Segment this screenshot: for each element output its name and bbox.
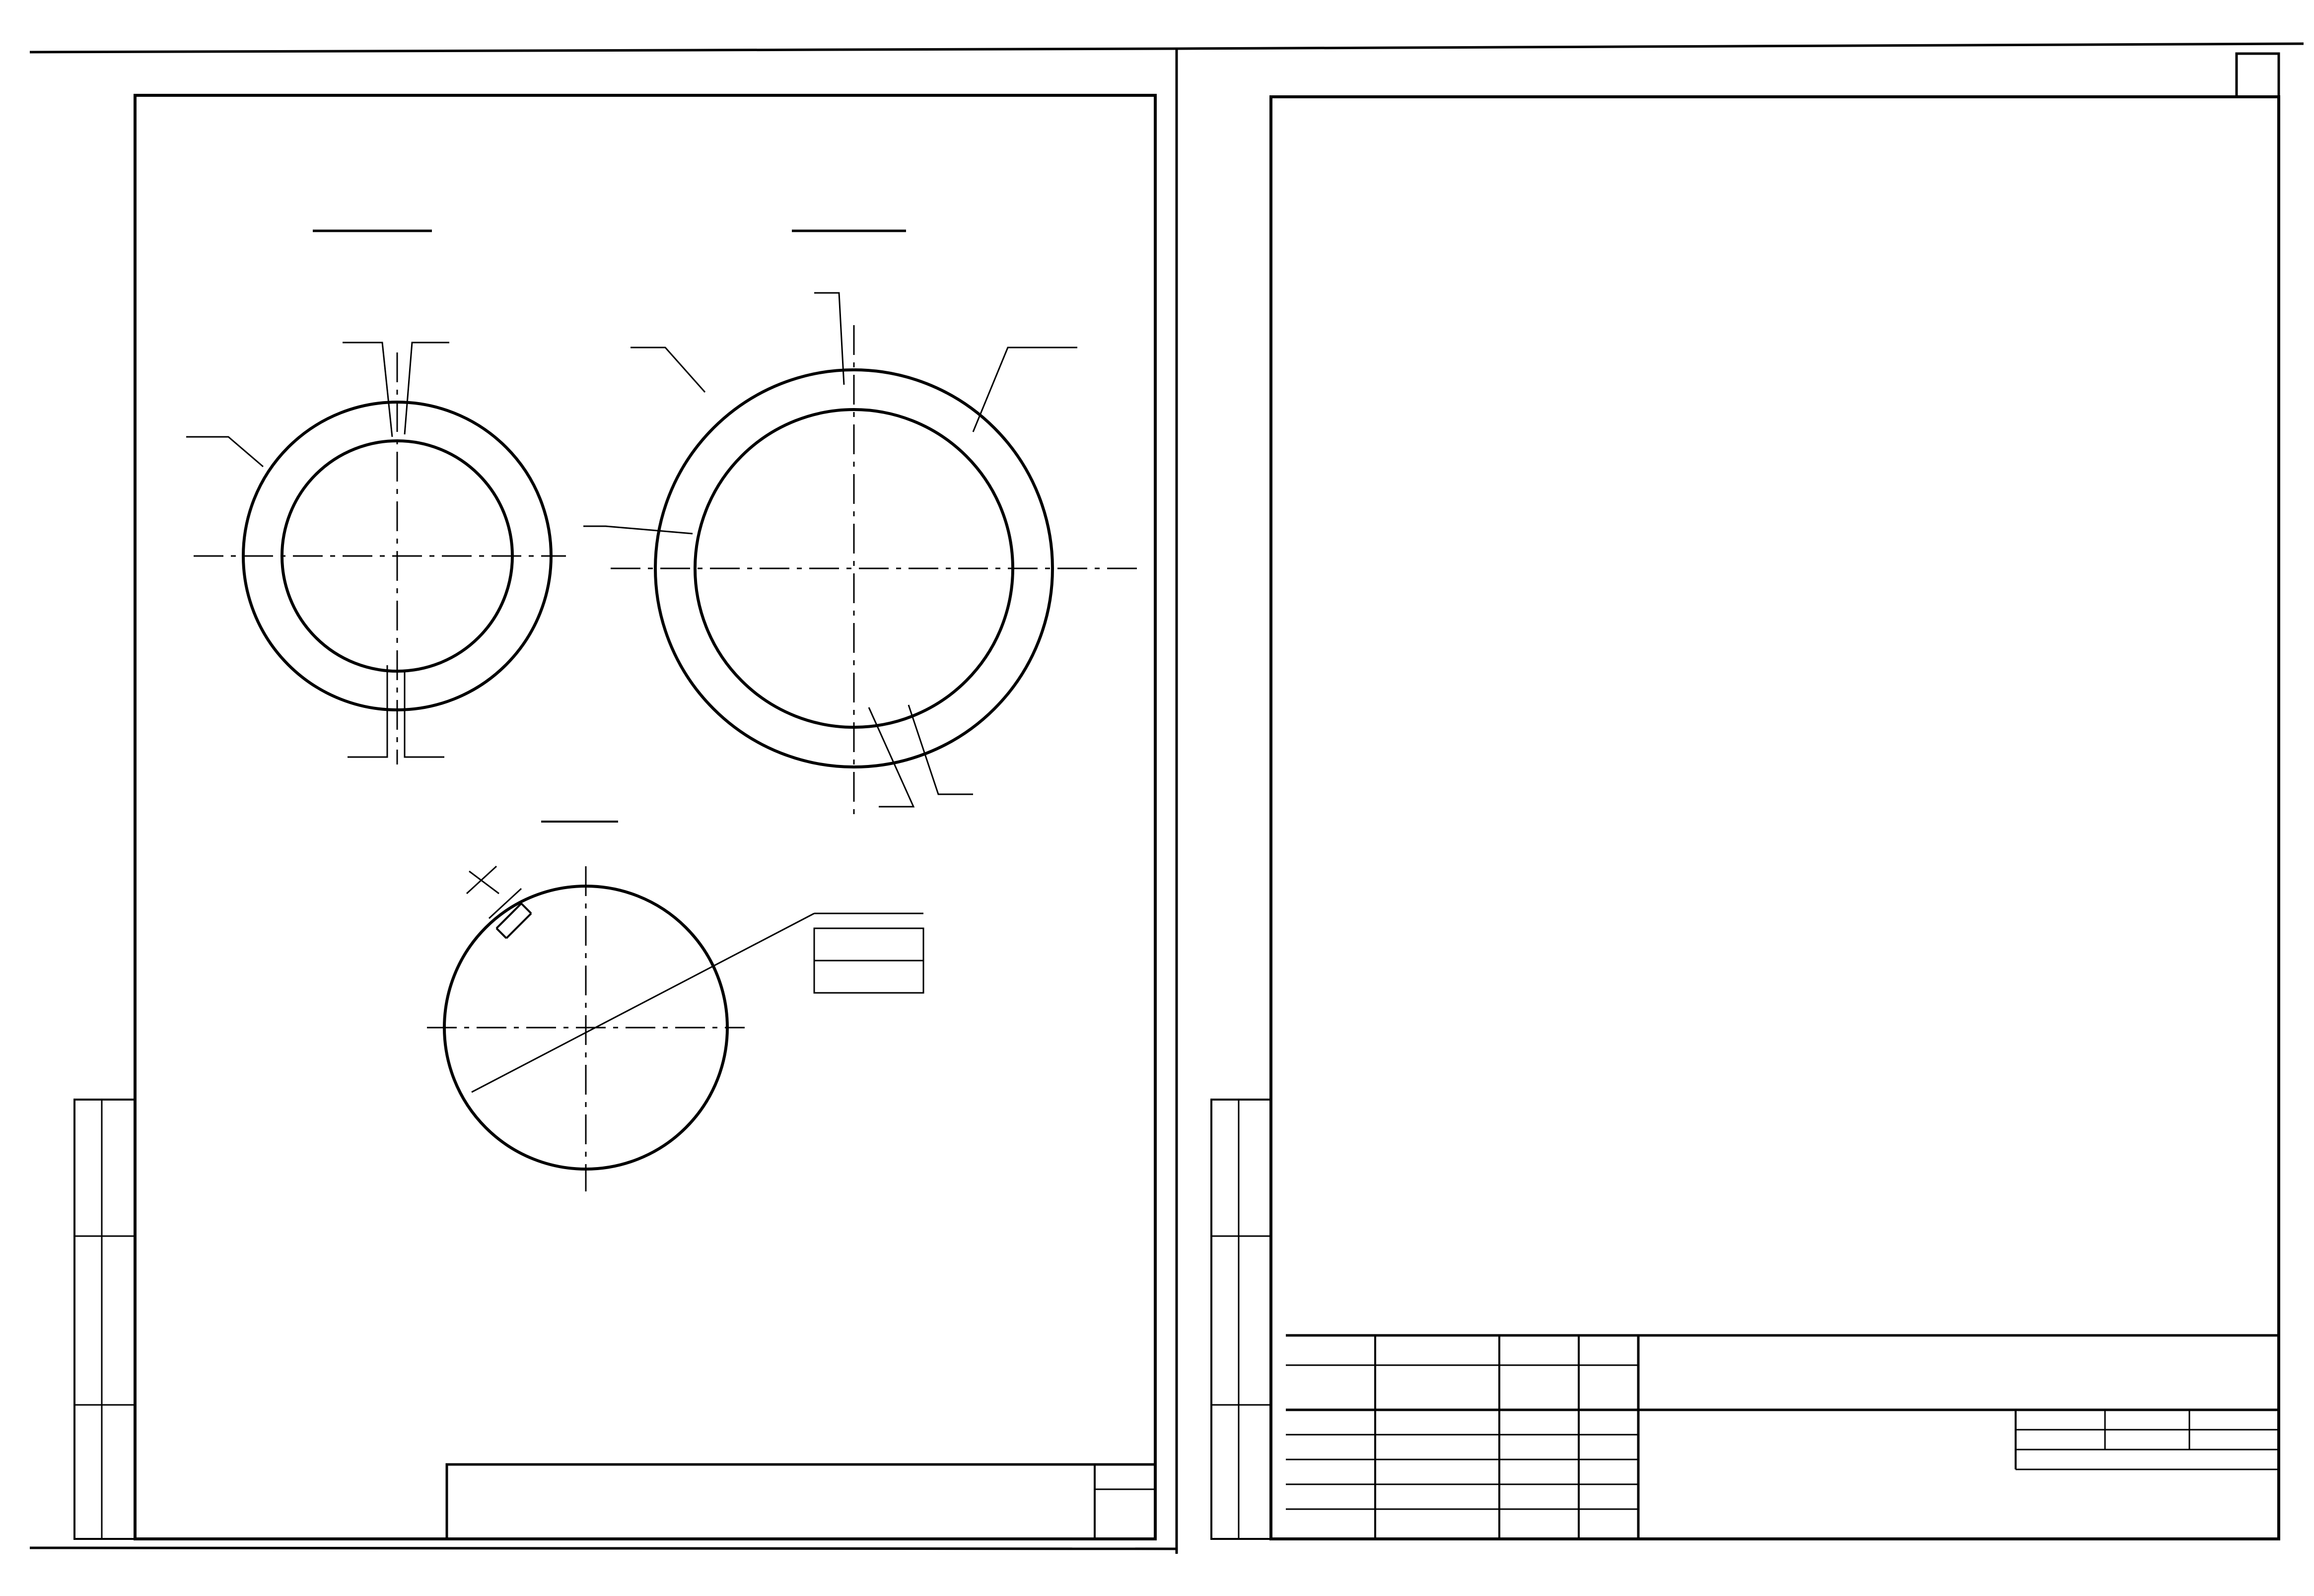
pos1-drawing [427, 822, 923, 1191]
right-sheet-frame [1177, 44, 2304, 1539]
left-side-strip [74, 1100, 135, 1539]
left-sheet-frame [30, 49, 1177, 1554]
title-block-grid [1286, 1335, 2279, 1539]
right-side-strip [1211, 1100, 1271, 1539]
left-stamp-frame [447, 1464, 1155, 1539]
page-number-box [2237, 54, 2279, 97]
section-bb-drawing [583, 231, 1137, 819]
section-aa-drawing [186, 231, 566, 764]
